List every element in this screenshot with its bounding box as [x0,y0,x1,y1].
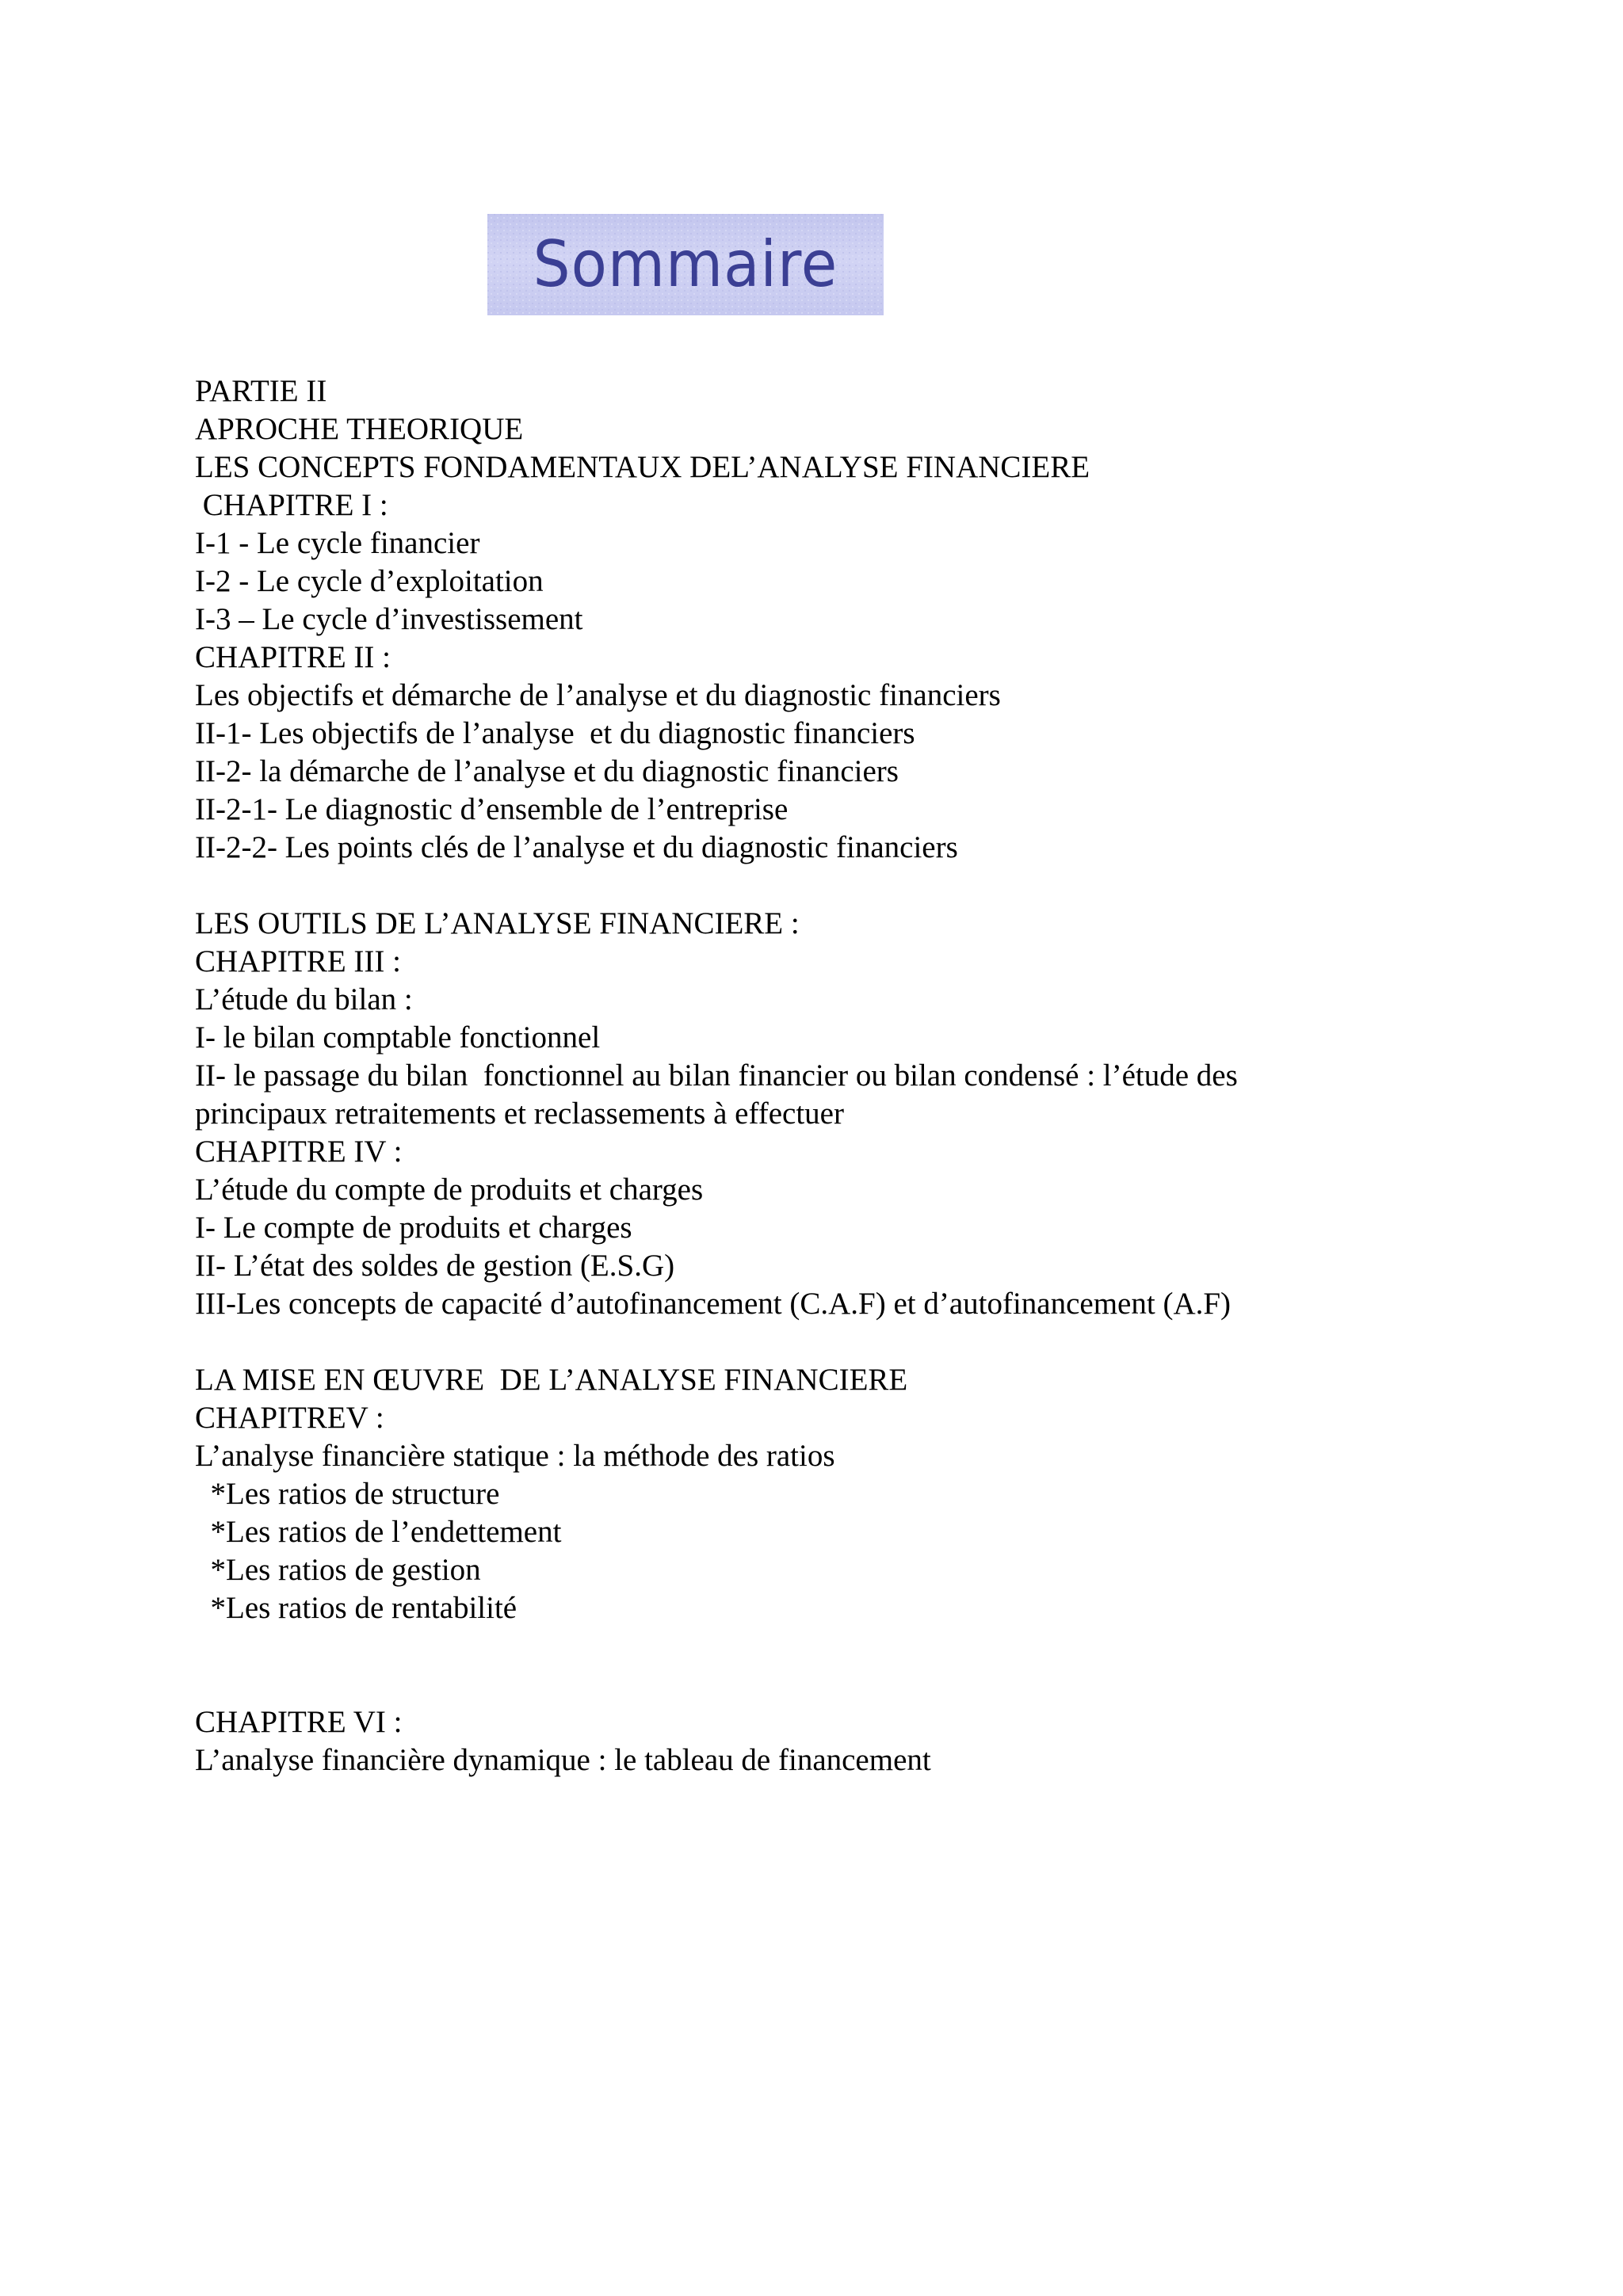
toc-line: PARTIE II [195,374,327,408]
toc-line: L’analyse financière dynamique : le tableau de financement [195,1743,931,1777]
toc-line: *Les ratios de structure [195,1477,500,1511]
toc-line: *Les ratios de l’endettement [195,1515,562,1549]
toc-line: II- le passage du bilan fonctionnel au bilan financier ou bilan condensé : l’étude des [195,1058,1238,1093]
section-spacer [195,867,1558,905]
toc-line: II-2-2- Les points clés de l’analyse et du diagnostic financiers [195,830,958,864]
toc-line: I-1 - Le cycle financier [195,526,480,560]
toc-line: principaux retraitements et reclassements à effectuer [195,1097,844,1131]
toc-line: II-1- Les objectifs de l’analyse et du diagnostic financiers [195,716,915,750]
toc-line: L’étude du compte de produits et charges [195,1173,704,1207]
section-mise-en-oeuvre [195,1361,1558,1627]
section-concepts [195,372,1558,867]
toc-line: I-2 - Le cycle d’exploitation [195,564,544,598]
toc-line: CHAPITRE VI : [195,1705,403,1739]
toc-line: I-3 – Le cycle d’investissement [195,602,583,636]
toc-line: APROCHE THEORIQUE [195,412,524,446]
toc-line: L’analyse financière statique : la méthode des ratios [195,1439,835,1473]
toc-line: *Les ratios de gestion [195,1553,481,1587]
toc-line: CHAPITREV : [195,1401,384,1435]
toc-line: *Les ratios de rentabilité [195,1591,517,1625]
section-chapitre-vi [195,1703,1558,1779]
toc-line: LES CONCEPTS FONDAMENTAUX DEL’ANALYSE FINANCIERE [195,450,1090,484]
toc-line: II-2-1- Le diagnostic d’ensemble de l’entreprise [195,792,789,826]
sommaire-banner [487,214,884,315]
toc-line: Les objectifs et démarche de l’analyse et du diagnostic financiers [195,678,1001,712]
toc-line: LA MISE EN ŒUVRE DE L’ANALYSE FINANCIERE [195,1363,908,1397]
table-of-contents [195,372,1558,1779]
section-outils [195,905,1558,1323]
toc-line: III-Les concepts de capacité d’autofinancement (C.A.F) et d’autofinancement (A.F) [195,1287,1232,1321]
section-spacer [195,1323,1558,1361]
section-spacer [195,1627,1558,1703]
toc-line: II- L’état des soldes de gestion (E.S.G) [195,1249,675,1283]
toc-line: II-2- la démarche de l’analyse et du diagnostic financiers [195,754,899,788]
toc-line: L’étude du bilan : [195,982,413,1016]
toc-line: LES OUTILS DE L’ANALYSE FINANCIERE : [195,906,800,940]
toc-line: I- Le compte de produits et charges [195,1211,632,1245]
banner-title: Sommaire [533,227,838,302]
toc-line: CHAPITRE II : [195,640,391,674]
toc-line: CHAPITRE IV : [195,1135,403,1169]
toc-line: CHAPITRE I : [195,488,388,522]
toc-line: CHAPITRE III : [195,944,401,978]
toc-line: I- le bilan comptable fonctionnel [195,1020,601,1055]
